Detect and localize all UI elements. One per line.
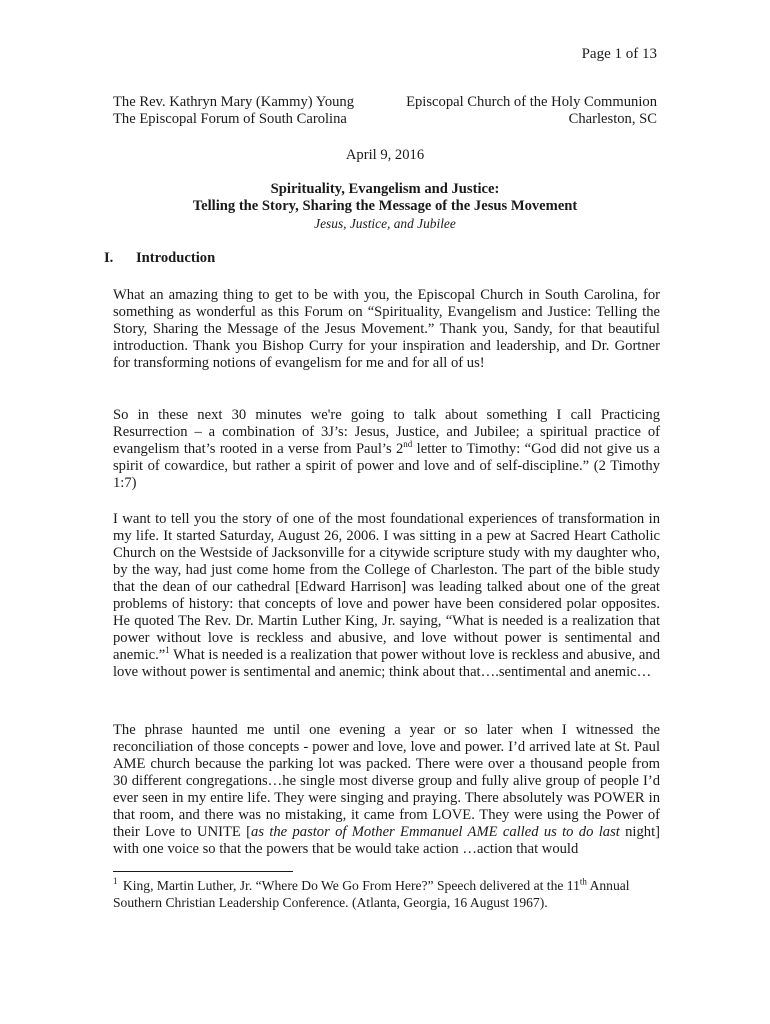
footnote-ordinal: th bbox=[579, 876, 587, 887]
page-number: Page 1 of 13 bbox=[581, 46, 657, 62]
document-date: April 9, 2016 bbox=[345, 147, 425, 163]
section-heading bbox=[104, 250, 215, 267]
paragraph-4-text-b: night] with one voice so that the powers that be would take action …action that would bbox=[113, 824, 660, 857]
author-organization: The Episcopal Forum of South Carolina bbox=[113, 111, 347, 127]
paragraph-4-italic: as the pastor of Mother Emmanuel AME called us to do last bbox=[251, 824, 620, 840]
footnote-mark: 1 bbox=[113, 876, 118, 887]
paragraph-2-text-a: So in these next 30 minutes we're going to talk about something I call Practicing Resurrection – a combination of 3J’s: Jesus, Justice, and Jubilee; a spiritual practice of evangelism that’s rooted in a verse from Paul’s 2 bbox=[113, 407, 660, 457]
section-title: Introduction bbox=[136, 250, 216, 266]
paragraph-3-text-b: What is needed is a realization that power without love is reckless and abusive, and love without power is sentimental and anemic; think about that….sentimental and anemic… bbox=[113, 647, 660, 680]
author-name: The Rev. Kathryn Mary (Kammy) Young bbox=[113, 94, 355, 110]
footnote-divider bbox=[113, 871, 293, 872]
section-number: I. bbox=[104, 250, 114, 266]
title-block bbox=[80, 181, 690, 232]
paragraph-3-text-a: I want to tell you the story of one of the most foundational experiences of transformation in my life. It started Saturday, August 26, 2006. I was sitting in a pew at Sacred Heart Catholic Church on the Westside of Jacksonville for a citywide scripture study with my daughter who, by the way, had just come home from the College of Charleston. The part of the bible study that the dean of our cathedral [Edward Harrison] was leading talked about one of the great problems of history: that concepts of love and power have been considered polar opposites. He quoted The Rev. Dr. Martin Luther King, Jr. saying, “What is needed is a realization that power without love is reckless and abusive, and love without power is sentimental and anemic.” bbox=[113, 511, 660, 663]
title-line-1: Spirituality, Evangelism and Justice: bbox=[270, 181, 500, 197]
ordinal-superscript: nd bbox=[403, 439, 413, 450]
footnote bbox=[113, 877, 660, 911]
footnote-text-a: King, Martin Luther, Jr. “Where Do We Go From Here?” Speech delivered at the 11 bbox=[119, 878, 580, 893]
paragraph-4 bbox=[113, 722, 660, 858]
venue-name: Episcopal Church of the Holy Communion bbox=[406, 94, 657, 110]
paragraph-1-text: What an amazing thing to get to be with you, the Episcopal Church in South Carolina, for something as wonderful as this Forum on “Spirituality, Evangelism and Justice: Telling the Story, Sharing the Message of the Jesus Movement.” Thank you, Sandy, for that beautiful introduction. Thank you Bishop Curry for your inspiration and leadership, and Dr. Gortner for transforming notions of evangelism for me and for all of us! bbox=[113, 287, 660, 371]
subtitle: Jesus, Justice, and Jubilee bbox=[314, 216, 456, 231]
title-line-2: Telling the Story, Sharing the Message of the Jesus Movement bbox=[192, 198, 578, 214]
footnote-text-b: Annual Southern Christian Leadership Conference. (Atlanta, Georgia, 16 August 1967). bbox=[113, 878, 630, 910]
paragraph-4-text-a: The phrase haunted me until one evening a year or so later when I witnessed the reconciliation of those concepts - power and love, love and power. I’d arrived late at St. Paul AME church because the parking lot was packed. There were over a thousand people from 30 different congregations…he single most diverse group and fully alive group of people I’d ever seen in my entire life. They were singing and praying. There absolutely was POWER in that room, and there was no mistaking, it came from LOVE. They were using the Power of their Love to UNITE [ bbox=[113, 722, 660, 840]
venue-location: Charleston, SC bbox=[568, 111, 657, 127]
paragraph-1 bbox=[113, 287, 660, 372]
paragraph-2-text-b: letter to Timothy: “God did not give us a spirit of cowardice, but rather a spirit of power and love and of self-discipline.” (2 Timothy 1:7) bbox=[113, 441, 660, 491]
venue-block bbox=[357, 94, 657, 128]
footnote-reference[interactable]: 1 bbox=[165, 645, 170, 656]
paragraph-2 bbox=[113, 407, 660, 492]
paragraph-3 bbox=[113, 511, 660, 681]
